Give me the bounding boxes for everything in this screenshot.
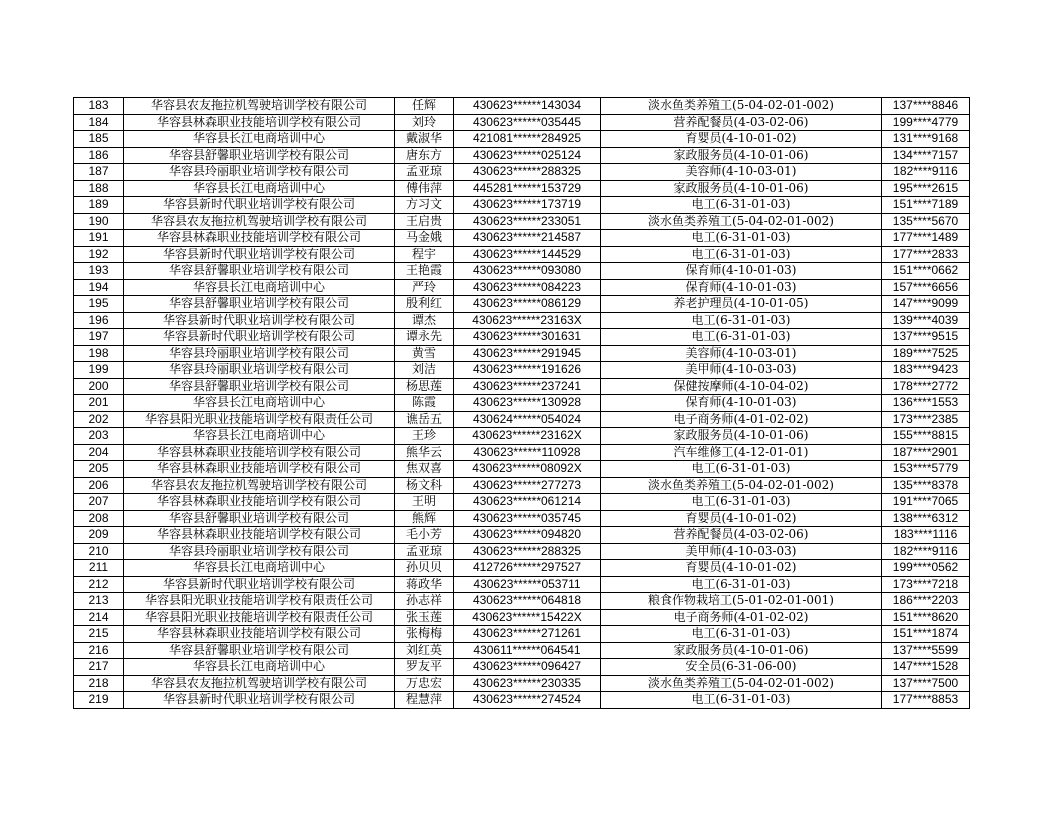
row-number-cell: 185: [74, 131, 124, 148]
training-organization-cell: 华容县林森职业技能培训学校有限公司: [124, 114, 395, 131]
trainee-name-cell: 马金娥: [395, 230, 454, 247]
training-organization-cell: 华容县长江电商培训中心: [124, 659, 395, 676]
id-number-cell: 430623******093080: [454, 263, 601, 280]
table-row: [74, 329, 970, 346]
table-row: [74, 296, 970, 313]
occupation-cell: 养老护理员(4-10-01-05): [601, 296, 882, 313]
row-number-cell: 203: [74, 428, 124, 445]
trainee-name-cell: 孙贝贝: [395, 560, 454, 577]
table-row: [74, 461, 970, 478]
occupation-cell: 美容师(4-10-03-01): [601, 164, 882, 181]
occupation-cell: 电子商务师(4-01-02-02): [601, 609, 882, 626]
row-number-cell: 211: [74, 560, 124, 577]
occupation-cell: 电工(6-31-01-03): [601, 576, 882, 593]
occupation-cell: 电工(6-31-01-03): [601, 312, 882, 329]
table-row: [74, 345, 970, 362]
table-row: [74, 378, 970, 395]
phone-number-cell: 136****1553: [882, 395, 970, 412]
trainee-name-cell: 王启贵: [395, 213, 454, 230]
table-row: [74, 659, 970, 676]
phone-number-cell: 182****9116: [882, 543, 970, 560]
id-number-cell: 430623******288325: [454, 164, 601, 181]
trainee-name-cell: 陈霞: [395, 395, 454, 412]
trainee-name-cell: 孟亚琼: [395, 543, 454, 560]
id-number-cell: 430623******035745: [454, 510, 601, 527]
training-organization-cell: 华容县长江电商培训中心: [124, 428, 395, 445]
trainee-name-cell: 程慧萍: [395, 692, 454, 709]
phone-number-cell: 199****0562: [882, 560, 970, 577]
trainee-name-cell: 罗友平: [395, 659, 454, 676]
id-number-cell: 430623******064818: [454, 593, 601, 610]
occupation-cell: 安全员(6-31-06-00): [601, 659, 882, 676]
training-organization-cell: 华容县农友拖拉机驾驶培训学校有限公司: [124, 213, 395, 230]
row-number-cell: 191: [74, 230, 124, 247]
row-number-cell: 187: [74, 164, 124, 181]
row-number-cell: 200: [74, 378, 124, 395]
occupation-cell: 美容师(4-10-03-01): [601, 345, 882, 362]
training-organization-cell: 华容县玲丽职业培训学校有限公司: [124, 164, 395, 181]
row-number-cell: 199: [74, 362, 124, 379]
id-number-cell: 421081******284925: [454, 131, 601, 148]
occupation-cell: 淡水鱼类养殖工(5-04-02-01-002): [601, 98, 882, 115]
occupation-cell: 家政服务员(4-10-01-06): [601, 428, 882, 445]
trainee-name-cell: 张玉莲: [395, 609, 454, 626]
trainee-name-cell: 杨文科: [395, 477, 454, 494]
training-organization-cell: 华容县新时代职业培训学校有限公司: [124, 197, 395, 214]
phone-number-cell: 151****0662: [882, 263, 970, 280]
trainee-roster-table: [73, 97, 970, 709]
phone-number-cell: 151****1874: [882, 626, 970, 643]
id-number-cell: 430623******08092X: [454, 461, 601, 478]
occupation-cell: 保育师(4-10-01-03): [601, 279, 882, 296]
occupation-cell: 营养配餐员(4-03-02-06): [601, 527, 882, 544]
roster-body: [74, 98, 970, 709]
id-number-cell: 430623******086129: [454, 296, 601, 313]
phone-number-cell: 186****2203: [882, 593, 970, 610]
table-row: [74, 312, 970, 329]
phone-number-cell: 151****8620: [882, 609, 970, 626]
trainee-name-cell: 蒋政华: [395, 576, 454, 593]
occupation-cell: 电工(6-31-01-03): [601, 230, 882, 247]
training-organization-cell: 华容县玲丽职业培训学校有限公司: [124, 345, 395, 362]
table-row: [74, 131, 970, 148]
table-row: [74, 510, 970, 527]
row-number-cell: 183: [74, 98, 124, 115]
trainee-name-cell: 戴淑华: [395, 131, 454, 148]
training-organization-cell: 华容县林森职业技能培训学校有限公司: [124, 494, 395, 511]
occupation-cell: 电工(6-31-01-03): [601, 626, 882, 643]
training-organization-cell: 华容县长江电商培训中心: [124, 560, 395, 577]
occupation-cell: 保育师(4-10-01-03): [601, 263, 882, 280]
trainee-name-cell: 任辉: [395, 98, 454, 115]
trainee-name-cell: 焦双喜: [395, 461, 454, 478]
row-number-cell: 188: [74, 180, 124, 197]
phone-number-cell: 151****7189: [882, 197, 970, 214]
table-row: [74, 362, 970, 379]
row-number-cell: 197: [74, 329, 124, 346]
id-number-cell: 430623******094820: [454, 527, 601, 544]
trainee-name-cell: 殷利红: [395, 296, 454, 313]
row-number-cell: 205: [74, 461, 124, 478]
training-organization-cell: 华容县舒馨职业培训学校有限公司: [124, 147, 395, 164]
id-number-cell: 430623******233051: [454, 213, 601, 230]
id-number-cell: 430623******288325: [454, 543, 601, 560]
table-row: [74, 197, 970, 214]
table-row: [74, 246, 970, 263]
phone-number-cell: 138****6312: [882, 510, 970, 527]
phone-number-cell: 177****2833: [882, 246, 970, 263]
training-organization-cell: 华容县新时代职业培训学校有限公司: [124, 246, 395, 263]
row-number-cell: 219: [74, 692, 124, 709]
occupation-cell: 育婴员(4-10-01-02): [601, 510, 882, 527]
table-row: [74, 444, 970, 461]
training-organization-cell: 华容县林森职业技能培训学校有限公司: [124, 626, 395, 643]
trainee-name-cell: 方习文: [395, 197, 454, 214]
occupation-cell: 粮食作物栽培工(5-01-02-01-001): [601, 593, 882, 610]
training-organization-cell: 华容县玲丽职业培训学校有限公司: [124, 543, 395, 560]
occupation-cell: 电工(6-31-01-03): [601, 197, 882, 214]
table-row: [74, 230, 970, 247]
phone-number-cell: 137****5599: [882, 642, 970, 659]
row-number-cell: 193: [74, 263, 124, 280]
occupation-cell: 营养配餐员(4-03-02-06): [601, 114, 882, 131]
occupation-cell: 电工(6-31-01-03): [601, 494, 882, 511]
occupation-cell: 保健按摩师(4-10-04-02): [601, 378, 882, 395]
row-number-cell: 218: [74, 675, 124, 692]
id-number-cell: 430623******053711: [454, 576, 601, 593]
training-organization-cell: 华容县阳光职业技能培训学校有限责任公司: [124, 609, 395, 626]
phone-number-cell: 187****2901: [882, 444, 970, 461]
training-organization-cell: 华容县新时代职业培训学校有限公司: [124, 692, 395, 709]
training-organization-cell: 华容县长江电商培训中心: [124, 279, 395, 296]
phone-number-cell: 155****8815: [882, 428, 970, 445]
trainee-name-cell: 王珍: [395, 428, 454, 445]
row-number-cell: 194: [74, 279, 124, 296]
phone-number-cell: 157****6656: [882, 279, 970, 296]
phone-number-cell: 199****4779: [882, 114, 970, 131]
training-organization-cell: 华容县长江电商培训中心: [124, 131, 395, 148]
trainee-name-cell: 万忠宏: [395, 675, 454, 692]
phone-number-cell: 137****9515: [882, 329, 970, 346]
trainee-name-cell: 程宇: [395, 246, 454, 263]
occupation-cell: 电工(6-31-01-03): [601, 246, 882, 263]
table-row: [74, 411, 970, 428]
id-number-cell: 430623******237241: [454, 378, 601, 395]
occupation-cell: 电工(6-31-01-03): [601, 461, 882, 478]
table-row: [74, 428, 970, 445]
row-number-cell: 184: [74, 114, 124, 131]
training-organization-cell: 华容县玲丽职业培训学校有限公司: [124, 362, 395, 379]
table-row: [74, 527, 970, 544]
occupation-cell: 育婴员(4-10-01-02): [601, 131, 882, 148]
trainee-name-cell: 谭永先: [395, 329, 454, 346]
trainee-name-cell: 杨思莲: [395, 378, 454, 395]
training-organization-cell: 华容县林森职业技能培训学校有限公司: [124, 230, 395, 247]
phone-number-cell: 178****2772: [882, 378, 970, 395]
occupation-cell: 家政服务员(4-10-01-06): [601, 642, 882, 659]
id-number-cell: 430623******144529: [454, 246, 601, 263]
table-row: [74, 543, 970, 560]
id-number-cell: 430623******291945: [454, 345, 601, 362]
id-number-cell: 430623******23162X: [454, 428, 601, 445]
training-organization-cell: 华容县长江电商培训中心: [124, 180, 395, 197]
table-row: [74, 494, 970, 511]
training-organization-cell: 华容县舒馨职业培训学校有限公司: [124, 510, 395, 527]
phone-number-cell: 182****9116: [882, 164, 970, 181]
row-number-cell: 214: [74, 609, 124, 626]
training-organization-cell: 华容县新时代职业培训学校有限公司: [124, 312, 395, 329]
id-number-cell: 430623******096427: [454, 659, 601, 676]
phone-number-cell: 173****2385: [882, 411, 970, 428]
table-row: [74, 560, 970, 577]
row-number-cell: 217: [74, 659, 124, 676]
row-number-cell: 198: [74, 345, 124, 362]
id-number-cell: 430623******084223: [454, 279, 601, 296]
trainee-name-cell: 谯岳五: [395, 411, 454, 428]
id-number-cell: 430623******061214: [454, 494, 601, 511]
phone-number-cell: 153****5779: [882, 461, 970, 478]
row-number-cell: 186: [74, 147, 124, 164]
row-number-cell: 189: [74, 197, 124, 214]
table-row: [74, 114, 970, 131]
phone-number-cell: 131****9168: [882, 131, 970, 148]
table-row: [74, 98, 970, 115]
trainee-name-cell: 刘洁: [395, 362, 454, 379]
training-organization-cell: 华容县舒馨职业培训学校有限公司: [124, 263, 395, 280]
id-number-cell: 412726******297527: [454, 560, 601, 577]
phone-number-cell: 177****8853: [882, 692, 970, 709]
table-row: [74, 675, 970, 692]
occupation-cell: 美甲师(4-10-03-03): [601, 543, 882, 560]
training-organization-cell: 华容县阳光职业技能培训学校有限责任公司: [124, 593, 395, 610]
table-row: [74, 593, 970, 610]
trainee-name-cell: 孙志祥: [395, 593, 454, 610]
row-number-cell: 208: [74, 510, 124, 527]
phone-number-cell: 147****9099: [882, 296, 970, 313]
trainee-name-cell: 王艳霞: [395, 263, 454, 280]
phone-number-cell: 135****8378: [882, 477, 970, 494]
id-number-cell: 430623******23163X: [454, 312, 601, 329]
training-organization-cell: 华容县林森职业技能培训学校有限公司: [124, 461, 395, 478]
training-organization-cell: 华容县农友拖拉机驾驶培训学校有限公司: [124, 98, 395, 115]
phone-number-cell: 177****1489: [882, 230, 970, 247]
training-organization-cell: 华容县舒馨职业培训学校有限公司: [124, 378, 395, 395]
id-number-cell: 430623******191626: [454, 362, 601, 379]
id-number-cell: 430623******143034: [454, 98, 601, 115]
phone-number-cell: 135****5670: [882, 213, 970, 230]
trainee-name-cell: 严玲: [395, 279, 454, 296]
row-number-cell: 196: [74, 312, 124, 329]
table-row: [74, 263, 970, 280]
occupation-cell: 育婴员(4-10-01-02): [601, 560, 882, 577]
training-organization-cell: 华容县农友拖拉机驾驶培训学校有限公司: [124, 675, 395, 692]
occupation-cell: 电工(6-31-01-03): [601, 692, 882, 709]
table-row: [74, 395, 970, 412]
row-number-cell: 206: [74, 477, 124, 494]
row-number-cell: 209: [74, 527, 124, 544]
phone-number-cell: 189****7525: [882, 345, 970, 362]
id-number-cell: 445281******153729: [454, 180, 601, 197]
occupation-cell: 淡水鱼类养殖工(5-04-02-01-002): [601, 213, 882, 230]
occupation-cell: 淡水鱼类养殖工(5-04-02-01-002): [601, 477, 882, 494]
occupation-cell: 家政服务员(4-10-01-06): [601, 180, 882, 197]
phone-number-cell: 183****1116: [882, 527, 970, 544]
phone-number-cell: 137****8846: [882, 98, 970, 115]
id-number-cell: 430623******025124: [454, 147, 601, 164]
table-row: [74, 609, 970, 626]
id-number-cell: 430623******214587: [454, 230, 601, 247]
row-number-cell: 207: [74, 494, 124, 511]
trainee-name-cell: 孟亚琼: [395, 164, 454, 181]
id-number-cell: 430623******301631: [454, 329, 601, 346]
table-row: [74, 692, 970, 709]
trainee-name-cell: 傅伟萍: [395, 180, 454, 197]
trainee-name-cell: 王明: [395, 494, 454, 511]
training-organization-cell: 华容县阳光职业技能培训学校有限责任公司: [124, 411, 395, 428]
table-row: [74, 642, 970, 659]
occupation-cell: 保育师(4-10-01-03): [601, 395, 882, 412]
id-number-cell: 430623******277273: [454, 477, 601, 494]
phone-number-cell: 137****7500: [882, 675, 970, 692]
trainee-name-cell: 刘红英: [395, 642, 454, 659]
trainee-name-cell: 刘玲: [395, 114, 454, 131]
id-number-cell: 430623******274524: [454, 692, 601, 709]
phone-number-cell: 191****7065: [882, 494, 970, 511]
trainee-name-cell: 谭杰: [395, 312, 454, 329]
occupation-cell: 电子商务师(4-01-02-02): [601, 411, 882, 428]
id-number-cell: 430623******035445: [454, 114, 601, 131]
phone-number-cell: 134****7157: [882, 147, 970, 164]
table-row: [74, 626, 970, 643]
id-number-cell: 430623******130928: [454, 395, 601, 412]
trainee-name-cell: 毛小芳: [395, 527, 454, 544]
table-row: [74, 147, 970, 164]
phone-number-cell: 147****1528: [882, 659, 970, 676]
trainee-name-cell: 唐东方: [395, 147, 454, 164]
training-organization-cell: 华容县林森职业技能培训学校有限公司: [124, 444, 395, 461]
id-number-cell: 430611******064541: [454, 642, 601, 659]
training-organization-cell: 华容县长江电商培训中心: [124, 395, 395, 412]
row-number-cell: 204: [74, 444, 124, 461]
row-number-cell: 215: [74, 626, 124, 643]
id-number-cell: 430623******110928: [454, 444, 601, 461]
id-number-cell: 430623******271261: [454, 626, 601, 643]
row-number-cell: 201: [74, 395, 124, 412]
table-row: [74, 576, 970, 593]
occupation-cell: 电工(6-31-01-03): [601, 329, 882, 346]
row-number-cell: 195: [74, 296, 124, 313]
training-organization-cell: 华容县农友拖拉机驾驶培训学校有限公司: [124, 477, 395, 494]
row-number-cell: 190: [74, 213, 124, 230]
row-number-cell: 202: [74, 411, 124, 428]
training-organization-cell: 华容县舒馨职业培训学校有限公司: [124, 642, 395, 659]
id-number-cell: 430623******15422X: [454, 609, 601, 626]
trainee-name-cell: 熊华云: [395, 444, 454, 461]
id-number-cell: 430624******054024: [454, 411, 601, 428]
trainee-name-cell: 熊辉: [395, 510, 454, 527]
occupation-cell: 汽车维修工(4-12-01-01): [601, 444, 882, 461]
occupation-cell: 淡水鱼类养殖工(5-04-02-01-002): [601, 675, 882, 692]
id-number-cell: 430623******230335: [454, 675, 601, 692]
training-organization-cell: 华容县新时代职业培训学校有限公司: [124, 329, 395, 346]
phone-number-cell: 139****4039: [882, 312, 970, 329]
training-organization-cell: 华容县林森职业技能培训学校有限公司: [124, 527, 395, 544]
trainee-name-cell: 黄雪: [395, 345, 454, 362]
trainee-name-cell: 张梅梅: [395, 626, 454, 643]
row-number-cell: 192: [74, 246, 124, 263]
row-number-cell: 212: [74, 576, 124, 593]
row-number-cell: 210: [74, 543, 124, 560]
occupation-cell: 家政服务员(4-10-01-06): [601, 147, 882, 164]
row-number-cell: 213: [74, 593, 124, 610]
table-row: [74, 279, 970, 296]
phone-number-cell: 195****2615: [882, 180, 970, 197]
phone-number-cell: 173****7218: [882, 576, 970, 593]
row-number-cell: 216: [74, 642, 124, 659]
training-organization-cell: 华容县舒馨职业培训学校有限公司: [124, 296, 395, 313]
id-number-cell: 430623******173719: [454, 197, 601, 214]
table-row: [74, 180, 970, 197]
occupation-cell: 美甲师(4-10-03-03): [601, 362, 882, 379]
training-organization-cell: 华容县新时代职业培训学校有限公司: [124, 576, 395, 593]
table-row: [74, 164, 970, 181]
table-row: [74, 477, 970, 494]
phone-number-cell: 183****9423: [882, 362, 970, 379]
table-row: [74, 213, 970, 230]
